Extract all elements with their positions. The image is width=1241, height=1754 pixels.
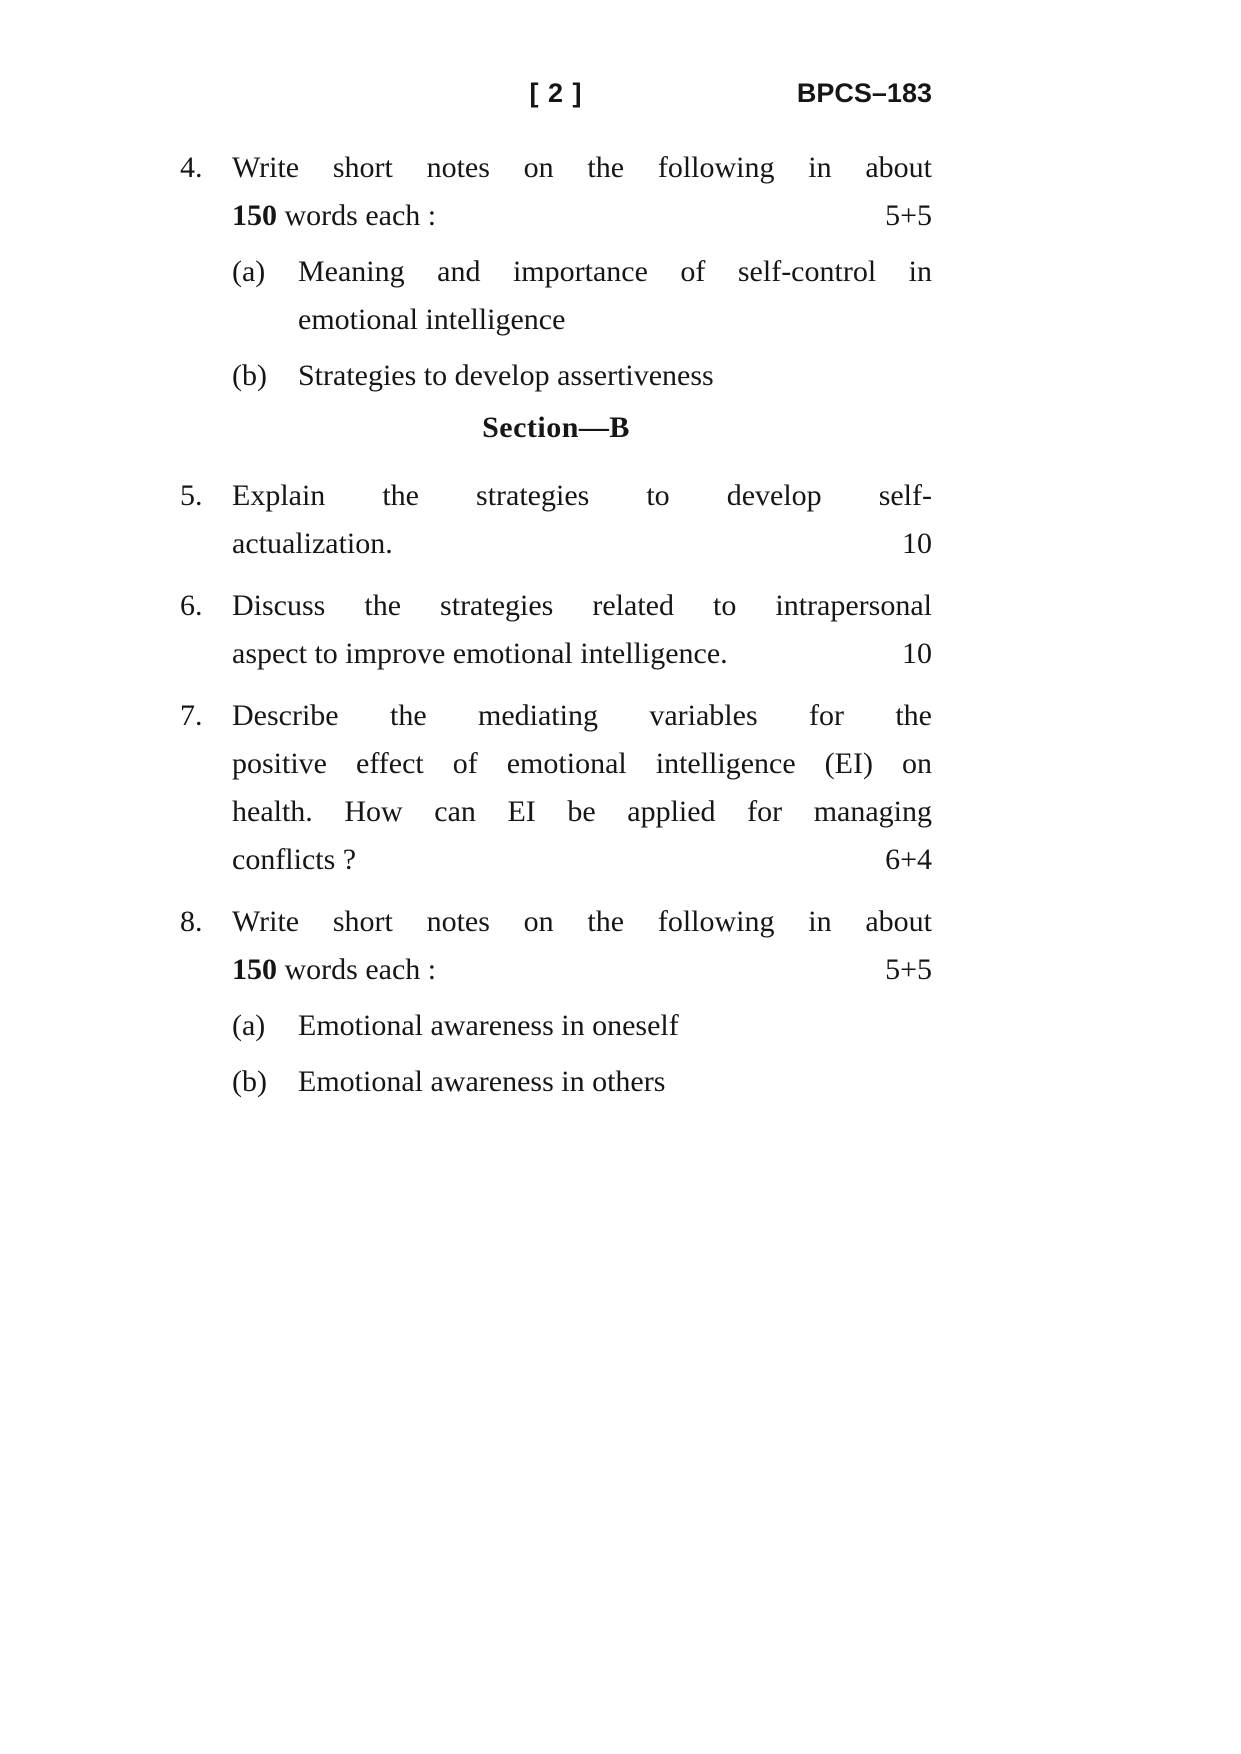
- text: words each :: [277, 199, 437, 232]
- text: Emotional awareness in oneself: [298, 1009, 679, 1042]
- text-line: [298, 296, 932, 344]
- subitem-a: [232, 1002, 932, 1050]
- text-line: [298, 1058, 932, 1106]
- question-6: [180, 582, 932, 678]
- subitem-b: [232, 352, 932, 400]
- text-line: Write short notes on the following in about: [232, 151, 932, 184]
- text-line: [232, 630, 932, 678]
- question-text: [232, 144, 932, 240]
- text-line: Write short notes on the following in about: [232, 905, 932, 938]
- text-line: health. How can EI be applied for managing: [232, 795, 932, 828]
- subitem-text: [298, 352, 932, 400]
- text-line: [232, 520, 932, 568]
- section-heading: Section—B: [482, 411, 630, 444]
- text: Emotional awareness in others: [298, 1065, 666, 1098]
- question-number: 7.: [180, 699, 203, 732]
- text: actualization.: [232, 527, 393, 560]
- question-number: 8.: [180, 905, 203, 938]
- text-line: [298, 1002, 932, 1050]
- subitem-text: [298, 1058, 932, 1106]
- page-header: [180, 0, 932, 108]
- subitem-label: (a): [232, 255, 266, 288]
- bold-word-count: 150: [232, 199, 277, 232]
- question-5: [180, 472, 932, 568]
- subitem-text: [298, 1002, 932, 1050]
- question-text: [232, 898, 932, 994]
- question-body: [232, 898, 932, 1106]
- bold-word-count: 150: [232, 953, 277, 986]
- text: [232, 192, 436, 240]
- text-line: Discuss the strategies related to intrapersonal: [232, 589, 932, 622]
- marks-value: 10: [902, 527, 932, 560]
- subitem-label: (a): [232, 1009, 266, 1042]
- text: aspect to improve emotional intelligence.: [232, 637, 728, 670]
- subitem-a: [232, 248, 932, 344]
- text: Strategies to develop assertiveness: [298, 359, 714, 392]
- question-text: [232, 692, 932, 884]
- marks-value: 10: [902, 637, 932, 670]
- marks-value: 6+4: [885, 843, 932, 876]
- question-text: [232, 472, 932, 568]
- text-line: Describe the mediating variables for the: [232, 699, 932, 732]
- text-line: positive effect of emotional intelligence (EI) on: [232, 747, 932, 780]
- question-4: [180, 144, 932, 400]
- page-number: [ 2 ]: [529, 78, 583, 108]
- paper-code: BPCS–183: [796, 78, 932, 108]
- text: [232, 946, 436, 994]
- subitem-text: [298, 248, 932, 344]
- subitem-label: (b): [232, 359, 267, 392]
- text: words each :: [277, 953, 437, 986]
- question-number: 6.: [180, 589, 203, 622]
- marks-value: 5+5: [885, 199, 932, 232]
- question-number: 5.: [180, 479, 203, 512]
- text-line: [232, 192, 932, 240]
- question-body: [232, 472, 932, 568]
- subitem-b: [232, 1058, 932, 1106]
- question-number: 4.: [180, 151, 203, 184]
- text-line: [232, 946, 932, 994]
- subitem-label: (b): [232, 1065, 267, 1098]
- question-body: [232, 582, 932, 678]
- question-body: [232, 692, 932, 884]
- question-8: [180, 898, 932, 1106]
- text-line: Explain the strategies to develop self-: [232, 479, 932, 512]
- content-area: [180, 144, 932, 1106]
- text: emotional intelligence: [298, 303, 566, 336]
- text: conflicts ?: [232, 843, 357, 876]
- question-7: [180, 692, 932, 884]
- marks-value: 5+5: [885, 953, 932, 986]
- question-text: [232, 582, 932, 678]
- text-line: [298, 352, 932, 400]
- question-body: [232, 144, 932, 400]
- text-line: [232, 836, 932, 884]
- text-line: Meaning and importance of self-control in: [298, 255, 932, 288]
